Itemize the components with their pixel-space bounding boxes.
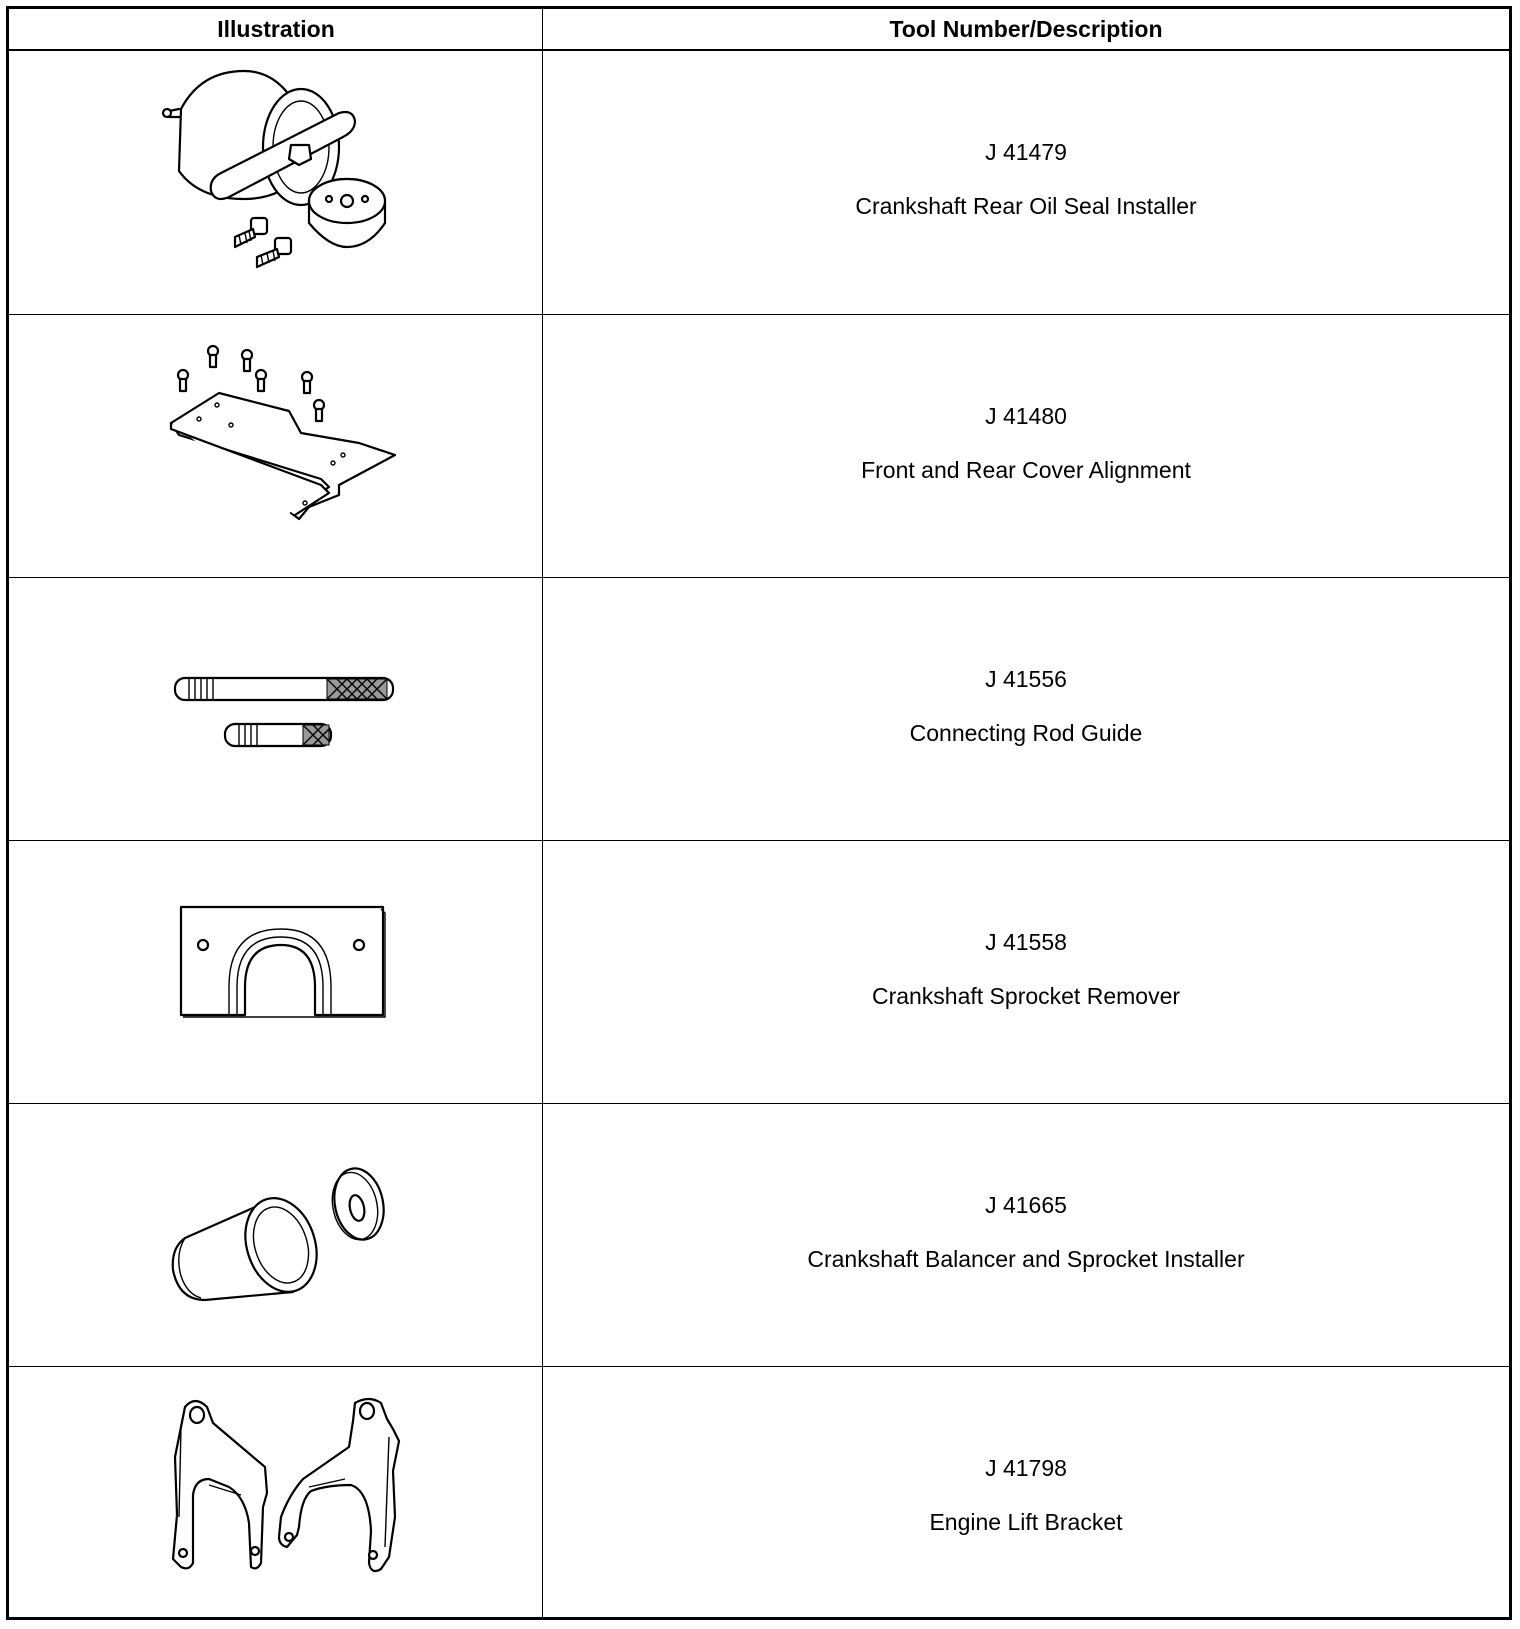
illustration-cell — [9, 315, 543, 577]
lift-bracket-icon — [9, 1367, 543, 1629]
table-row — [9, 1366, 1509, 1629]
alignment-plate-icon — [9, 315, 543, 577]
tool-description: Front and Rear Cover Alignment — [861, 457, 1191, 483]
table-row — [9, 314, 1509, 577]
seal-installer-icon — [9, 51, 543, 313]
table-row — [9, 51, 1509, 314]
illustration-cell — [9, 578, 543, 840]
description-cell — [543, 1367, 1509, 1629]
tool-number: J 41479 — [985, 139, 1067, 165]
illustration-cell — [9, 1367, 543, 1629]
illustration-cell — [9, 841, 543, 1103]
table-row — [9, 1103, 1509, 1366]
tool-description: Crankshaft Balancer and Sprocket Installer — [807, 1246, 1245, 1272]
tool-number: J 41480 — [985, 403, 1067, 429]
tool-description: Crankshaft Rear Oil Seal Installer — [855, 193, 1197, 219]
tool-description: Engine Lift Bracket — [929, 1509, 1123, 1535]
tool-description: Connecting Rod Guide — [909, 720, 1143, 746]
table-header — [9, 9, 1509, 51]
description-cell — [543, 51, 1509, 314]
table-row — [9, 577, 1509, 840]
rod-guide-icon — [9, 578, 543, 840]
description-cell — [543, 841, 1509, 1103]
description-cell — [543, 578, 1509, 840]
tool-number: J 41665 — [985, 1192, 1067, 1218]
header-illustration: Illustration — [217, 16, 335, 42]
description-cell — [543, 315, 1509, 577]
tool-number: J 41798 — [985, 1455, 1067, 1481]
table-row — [9, 840, 1509, 1103]
sprocket-remover-icon — [9, 841, 543, 1103]
tool-description: Crankshaft Sprocket Remover — [871, 983, 1181, 1009]
illustration-cell — [9, 1104, 543, 1366]
balancer-installer-icon — [9, 1104, 543, 1366]
tool-number: J 41556 — [985, 666, 1067, 692]
illustration-cell — [9, 51, 543, 314]
tool-table — [6, 6, 1512, 1620]
header-tool-description: Tool Number/Description — [889, 16, 1163, 42]
description-cell — [543, 1104, 1509, 1366]
tool-number: J 41558 — [985, 929, 1067, 955]
